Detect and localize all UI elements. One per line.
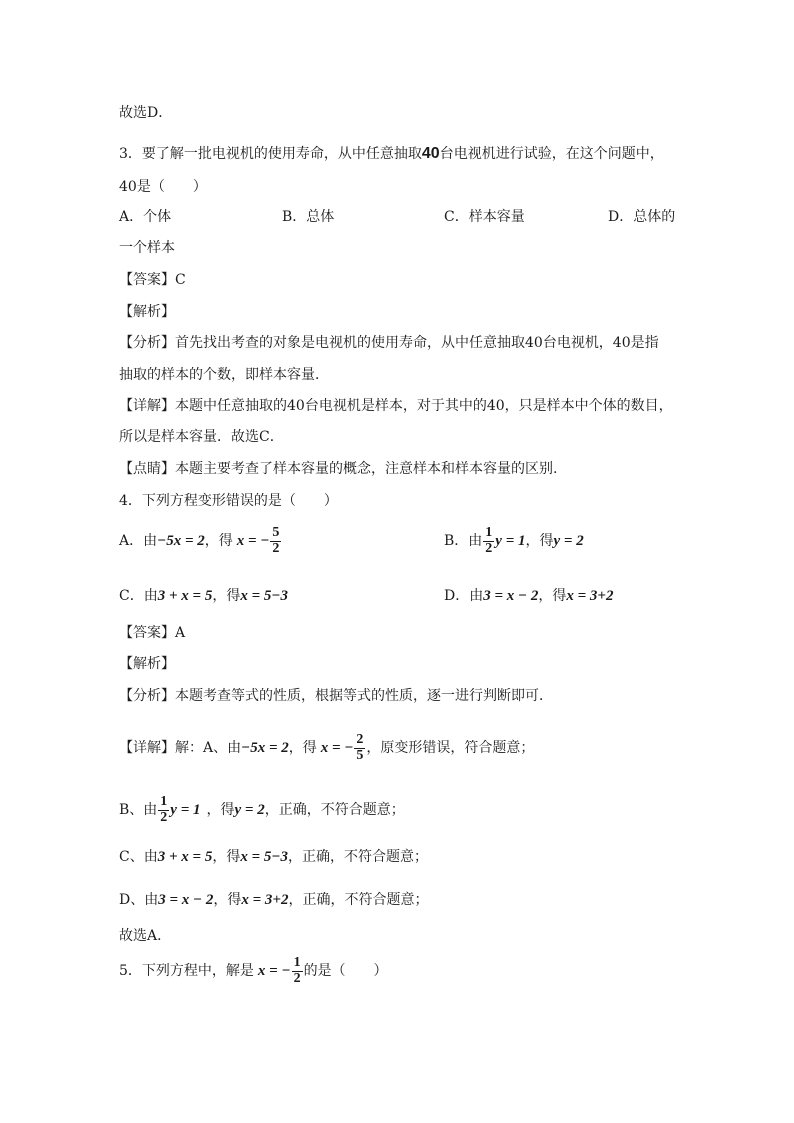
q4-detail-b-mid: ，得 [206, 802, 235, 819]
q3-analysis-line1: 【分析】首先找出考查的对象是电视机的使用寿命，从中任意抽取40台电视机，40是指 [119, 335, 659, 351]
q4-c-eq1: 3 + x = 5 [157, 588, 213, 604]
q5-stem-pre: 5．下列方程中，解是 [119, 963, 254, 980]
q3-jiexi-heading: 【解析】 [119, 304, 175, 320]
q3-option-a: A．个体 [119, 209, 172, 225]
q4-detail-a-eq1: −5x = 2 [241, 739, 289, 756]
q4-detail-d-pre: D、由 [119, 892, 159, 908]
q4-d-label: D．由 [444, 588, 484, 604]
q4-d-eq2: x = 3+2 [566, 588, 614, 604]
q4-detail-a-lhs: x = − [320, 739, 354, 756]
q5-stem-post: 的是（ ） [303, 963, 388, 980]
q4-option-c [119, 589, 288, 604]
q5-lhs: x = − [257, 962, 291, 979]
q4-analysis: 【分析】本题考查等式的性质，根据等式的性质，逐一进行判断即可． [119, 688, 553, 704]
q4-answer: 【答案】A [119, 625, 186, 641]
q4-detail-a [119, 733, 534, 763]
q4-b-eq1: y = 1 [495, 532, 526, 549]
q4-detail-c-eq1: 3 + x = 5 [157, 849, 213, 865]
q4-stem: 4．下列方程变形错误的是（ ） [119, 493, 338, 509]
q3-option-d-cont: 一个样本 [119, 240, 175, 256]
q4-b-label: B．由 [444, 533, 483, 550]
q4-detail-d-mid: ，得 [213, 892, 242, 908]
q3-stem-line2: 40是（ ） [119, 179, 207, 195]
q4-detail-b-pre: B、由 [119, 802, 158, 819]
q3-analysis-line2: 抽取的样本的个数，即样本容量． [119, 367, 329, 383]
q2-conclusion: 故选D． [119, 105, 173, 121]
q4-detail-d-post: ，正确，不符合题意； [288, 892, 429, 908]
q4-detail-b-eq2: y = 2 [234, 801, 265, 818]
q4-detail-c-pre: C、由 [119, 849, 158, 865]
q4-detail-b [119, 795, 405, 825]
q3-detail-line2: 所以是样本容量．故选C． [119, 429, 284, 445]
q4-detail-c-post: ，正确，不符合题意； [287, 849, 428, 865]
q4-c-mid: ，得 [212, 588, 241, 604]
q4-detail-b-eq1: y = 1 [170, 801, 201, 818]
q3-remark: 【点睛】本题主要考查了样本容量的概念，注意样本和样本容量的区别. [119, 461, 558, 477]
q4-detail-a-pre: 【详解】解：A、由 [119, 740, 242, 757]
q3-stem-part2: 台电视机进行试验，在这个问题中， [439, 146, 664, 162]
q5-fraction: $\frac{1}{2}$ [293, 955, 301, 986]
q4-a-lhs: x = − [236, 532, 270, 549]
q3-option-b: B．总体 [282, 209, 335, 225]
q4-c-label: C．由 [119, 588, 158, 604]
q4-detail-d-eq2: x = 3+2 [241, 892, 289, 908]
q5-stem [119, 956, 388, 986]
q4-detail-d [119, 893, 428, 908]
q4-d-eq1: 3 = x − 2 [483, 588, 539, 604]
q4-option-b [444, 526, 584, 556]
q3-option-c: C．样本容量 [444, 209, 525, 225]
q4-a-fraction: $\frac{5}{2}$ [272, 525, 280, 556]
q4-detail-d-eq1: 3 = x − 2 [158, 892, 214, 908]
q4-detail-c-eq2: x = 5−3 [240, 849, 288, 865]
q4-detail-a-fraction: $\frac{2}{5}$ [356, 732, 364, 763]
q4-detail-b-post: ，正确，不符合题意； [264, 802, 405, 819]
q3-option-d: D．总体的 [608, 209, 676, 225]
q3-stem [119, 146, 664, 162]
q3-answer: 【答案】C [119, 272, 186, 288]
q4-b-eq2: y = 2 [553, 532, 584, 549]
q4-detail-a-mid: ，得 [288, 740, 317, 757]
q4-option-d [444, 589, 613, 604]
q4-d-mid: ，得 [538, 588, 567, 604]
q3-stem-part1: 3．要了解一批电视机的使用寿命，从中任意抽取 [119, 146, 422, 162]
q4-c-eq2: x = 5−3 [240, 588, 288, 604]
q4-detail-c-mid: ，得 [212, 849, 241, 865]
q3-number-40: 40 [421, 145, 440, 162]
q4-b-mid: ，得 [525, 533, 554, 550]
q4-detail-c [119, 850, 428, 865]
q4-b-fraction: $\frac{1}{2}$ [485, 525, 493, 556]
q4-option-a [119, 526, 282, 556]
q4-a-label: A．由 [119, 533, 158, 550]
q4-jiexi-heading: 【解析】 [119, 656, 175, 672]
q4-a-mid: ，得 [204, 533, 233, 550]
q4-a-eq1: −5x = 2 [157, 532, 205, 549]
q4-detail-b-fraction: $\frac{1}{2}$ [160, 794, 168, 825]
q4-detail-a-post: ，原变形错误，符合题意； [366, 740, 535, 757]
q4-conclusion: 故选A． [119, 928, 172, 944]
q3-detail-line1: 【详解】本题中任意抽取的40台电视机是样本，对于其中的40，只是样本中个体的数目， [119, 398, 673, 414]
